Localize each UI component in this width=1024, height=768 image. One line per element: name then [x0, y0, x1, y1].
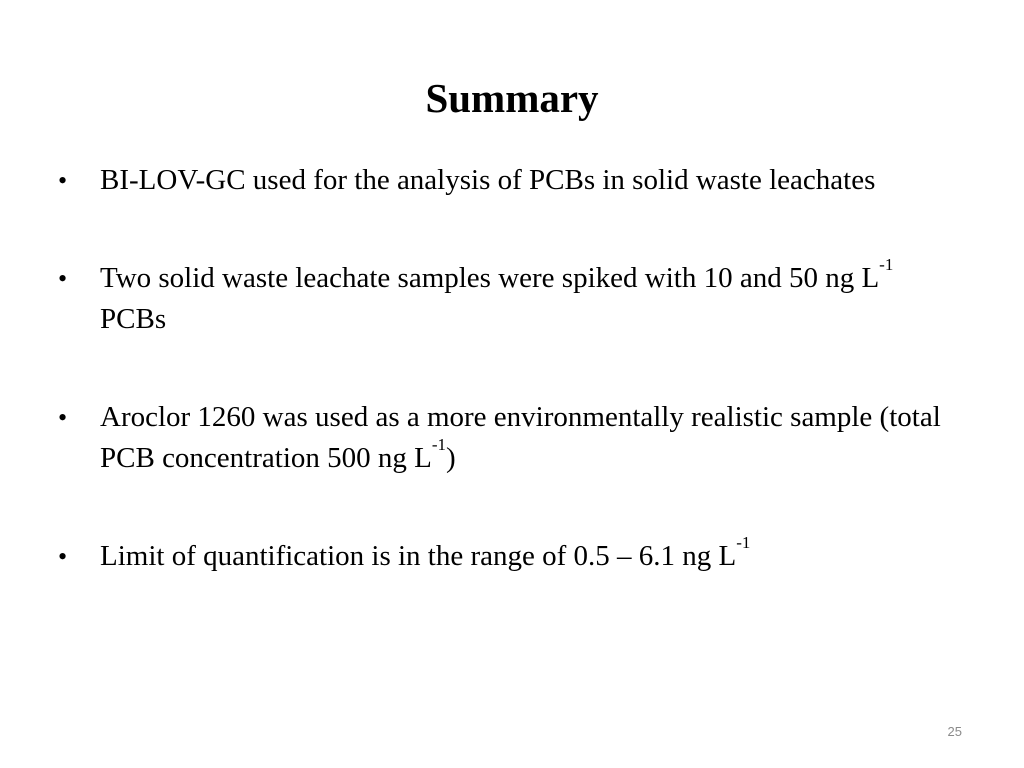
bullet-item: [58, 397, 958, 479]
unit-superscript: -1: [431, 435, 447, 454]
bullet-icon: •: [58, 542, 68, 571]
bullet-text-suffix: ): [446, 442, 456, 474]
bullet-text: Two solid waste leachate samples were spiked with 10 and 50 ng L: [100, 262, 880, 294]
bullet-text-suffix: PCBs: [100, 303, 167, 335]
bullet-text: Limit of quantification is in the range of 0.5 – 6.1 ng L: [100, 540, 737, 572]
unit-superscript: -1: [879, 255, 894, 274]
slide-title: Summary: [425, 75, 599, 121]
page-number: 25: [947, 724, 962, 739]
bullet-item: [58, 255, 958, 340]
bullet-icon: •: [58, 403, 68, 432]
bullet-text: BI-LOV-GC used for the analysis of PCBs in solid waste leachates: [100, 164, 876, 196]
bullet-list: [58, 160, 958, 634]
bullet-text: Aroclor 1260 was used as a more environmentally realistic sample (total PCB concentration 500 ng L: [100, 401, 941, 474]
unit-superscript: -1: [736, 533, 751, 552]
bullet-icon: •: [58, 166, 68, 195]
bullet-item: [58, 533, 958, 577]
bullet-item: [58, 160, 958, 201]
bullet-icon: •: [58, 264, 68, 293]
